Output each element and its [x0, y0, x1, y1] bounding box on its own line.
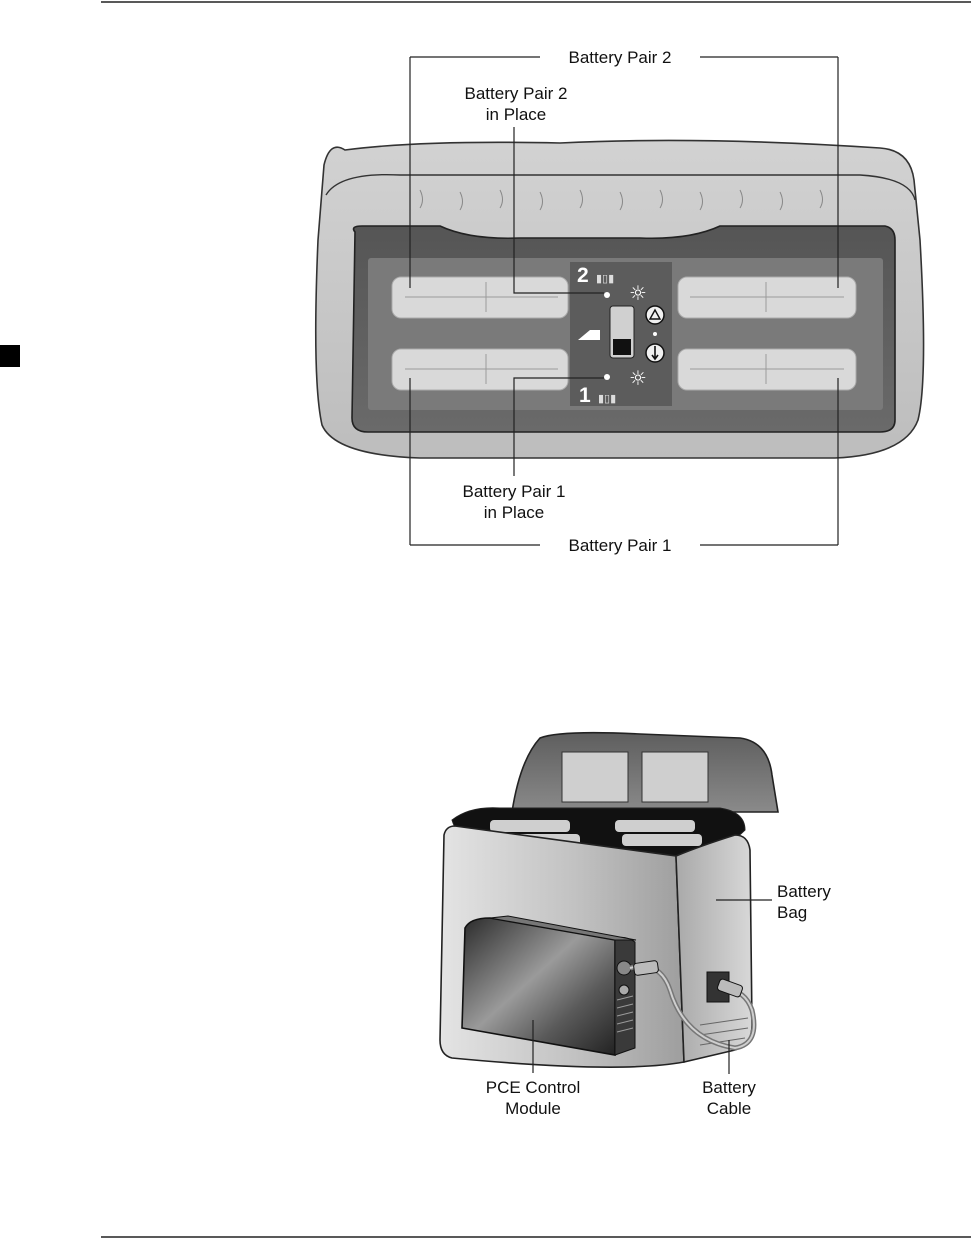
label-battery-pair-2-in-place-line2: in Place: [485, 105, 547, 124]
lid-pocket-left: [562, 752, 628, 802]
sun-icon-lower: ☼: [629, 366, 647, 390]
label-battery-bag-line2: Bag: [777, 903, 808, 922]
label-battery-pair-1: Battery Pair 1: [568, 536, 672, 555]
battery-slot-lower-left: [392, 349, 568, 390]
top-figure: [316, 48, 924, 555]
label-battery-cable-line2: Cable: [706, 1099, 752, 1118]
battery-slot-upper-left: [392, 277, 568, 318]
bag-side: [676, 835, 752, 1062]
sun-icon-upper: ☼: [629, 281, 647, 305]
toggle-switch-lever: [613, 339, 631, 355]
panel-digit-1: 1: [579, 384, 591, 407]
battery-slot-upper-right: [678, 277, 856, 318]
battery-top-1: [490, 820, 570, 832]
label-battery-pair-1-in-place-line1: Battery Pair 1: [462, 482, 566, 501]
label-pce-control-module-line1: PCE Control: [485, 1078, 581, 1097]
battery-slot-lower-right: [678, 349, 856, 390]
indicator-led-2: [604, 292, 610, 298]
battery-top-3: [615, 820, 695, 832]
margin-tab-marker: [0, 345, 20, 367]
pce-knob: [619, 985, 629, 995]
bottom-figure: [440, 733, 831, 1118]
battery-gauge-icon-2: ▮▯▮: [596, 273, 615, 285]
label-battery-pair-2-in-place-line1: Battery Pair 2: [464, 84, 568, 103]
label-battery-bag-line1: Battery: [777, 882, 831, 901]
pce-connector-port: [617, 961, 631, 975]
indicator-led-1: [604, 374, 610, 380]
label-battery-pair-2: Battery Pair 2: [568, 48, 672, 67]
label-battery-pair-1-in-place-line2: in Place: [483, 503, 545, 522]
battery-top-4: [622, 834, 702, 846]
panel-digit-2: 2: [577, 264, 589, 287]
panel-dot: [653, 332, 657, 336]
label-pce-control-module-line2: Module: [505, 1099, 561, 1118]
lid-pocket-right: [642, 752, 708, 802]
label-battery-cable-line1: Battery: [702, 1078, 756, 1097]
battery-gauge-icon-1: ▮▯▮: [598, 393, 617, 405]
